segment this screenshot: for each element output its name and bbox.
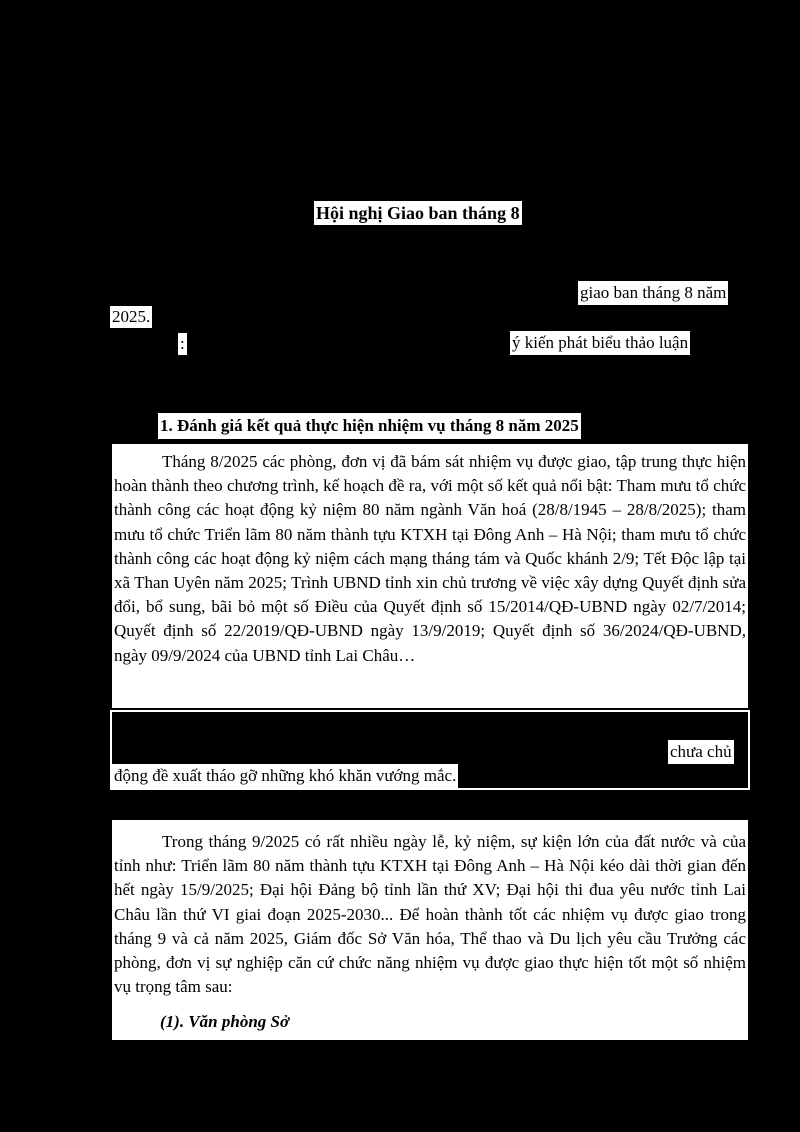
section1-heading: 1. Đánh giá kết quả thực hiện nhiệm vụ tháng 8 năm 2025 <box>158 413 581 439</box>
limitations-fragment-right: chưa chủ <box>668 740 734 764</box>
intro-fragment-4: ý kiến phát biểu thảo luận <box>510 331 690 355</box>
section2-block <box>112 820 748 1040</box>
intro-fragment-3: : <box>180 334 185 353</box>
section1-paragraph: Tháng 8/2025 các phòng, đơn vị đã bám sát nhiệm vụ được giao, tập trung thực hiện hoàn thành theo chương trình, kế hoạch đề ra, với một số kết quả nổi bật: Tham mưu tổ chức thành công các hoạt động kỷ niệm 80 năm ngành Văn hoá (28/8/1945 – 28/8/2025); tham mưu tổ chức Triển lãm 80 năm thành tựu KTXH tại Đông Anh – Hà Nội; tham mưu tổ chức thành công các hoạt động kỷ niệm cách mạng tháng tám và Quốc khánh 2/9; Tết Độc lập tại xã Than Uyên năm 2025; Trình UBND tỉnh xin chủ trương về việc xây dựng Quyết định sửa đổi, bổ sung, bãi bỏ một số Điều của Quyết định số 15/2014/QĐ-UBND ngày 02/7/2014; Quyết định số 22/2019/QĐ-UBND ngày 13/9/2019; Quyết định số 36/2024/QĐ-UBND, ngày 09/9/2024 của UBND tỉnh Lai Châu… <box>114 452 746 665</box>
page-title: Hội nghị Giao ban tháng 8 <box>316 203 520 223</box>
section1-block <box>112 444 748 708</box>
intro-fragment-1: giao ban tháng 8 năm <box>578 281 728 305</box>
limitations-fragment-left: động đề xuất tháo gỡ những khó khăn vướng mắc. <box>112 764 458 788</box>
intro-fragment-2: 2025. <box>112 307 151 326</box>
section2-paragraph: Trong tháng 9/2025 có rất nhiều ngày lễ, kỷ niệm, sự kiện lớn của đất nước và của tỉnh như: Triển lãm 80 năm thành tựu KTXH tại Đông Anh – Hà Nội kéo dài thời gian đến hết ngày 15/9/2025; Đại hội Đảng bộ tỉnh lần thứ XV; Đại hội thi đua yêu nước tỉnh Lai Châu lần thứ VI giai đoạn 2025-2030... Để hoàn thành tốt các nhiệm vụ được giao trong tháng 9 và cả năm 2025, Giám đốc Sở Văn hóa, Thể thao và Du lịch yêu cầu Trưởng các phòng, đơn vị sự nghiệp căn cứ chức năng nhiệm vụ được giao thực hiện tốt một số nhiệm vụ trọng tâm sau: <box>114 832 746 997</box>
section2-subheading: (1). Văn phòng Sở <box>160 1012 290 1031</box>
